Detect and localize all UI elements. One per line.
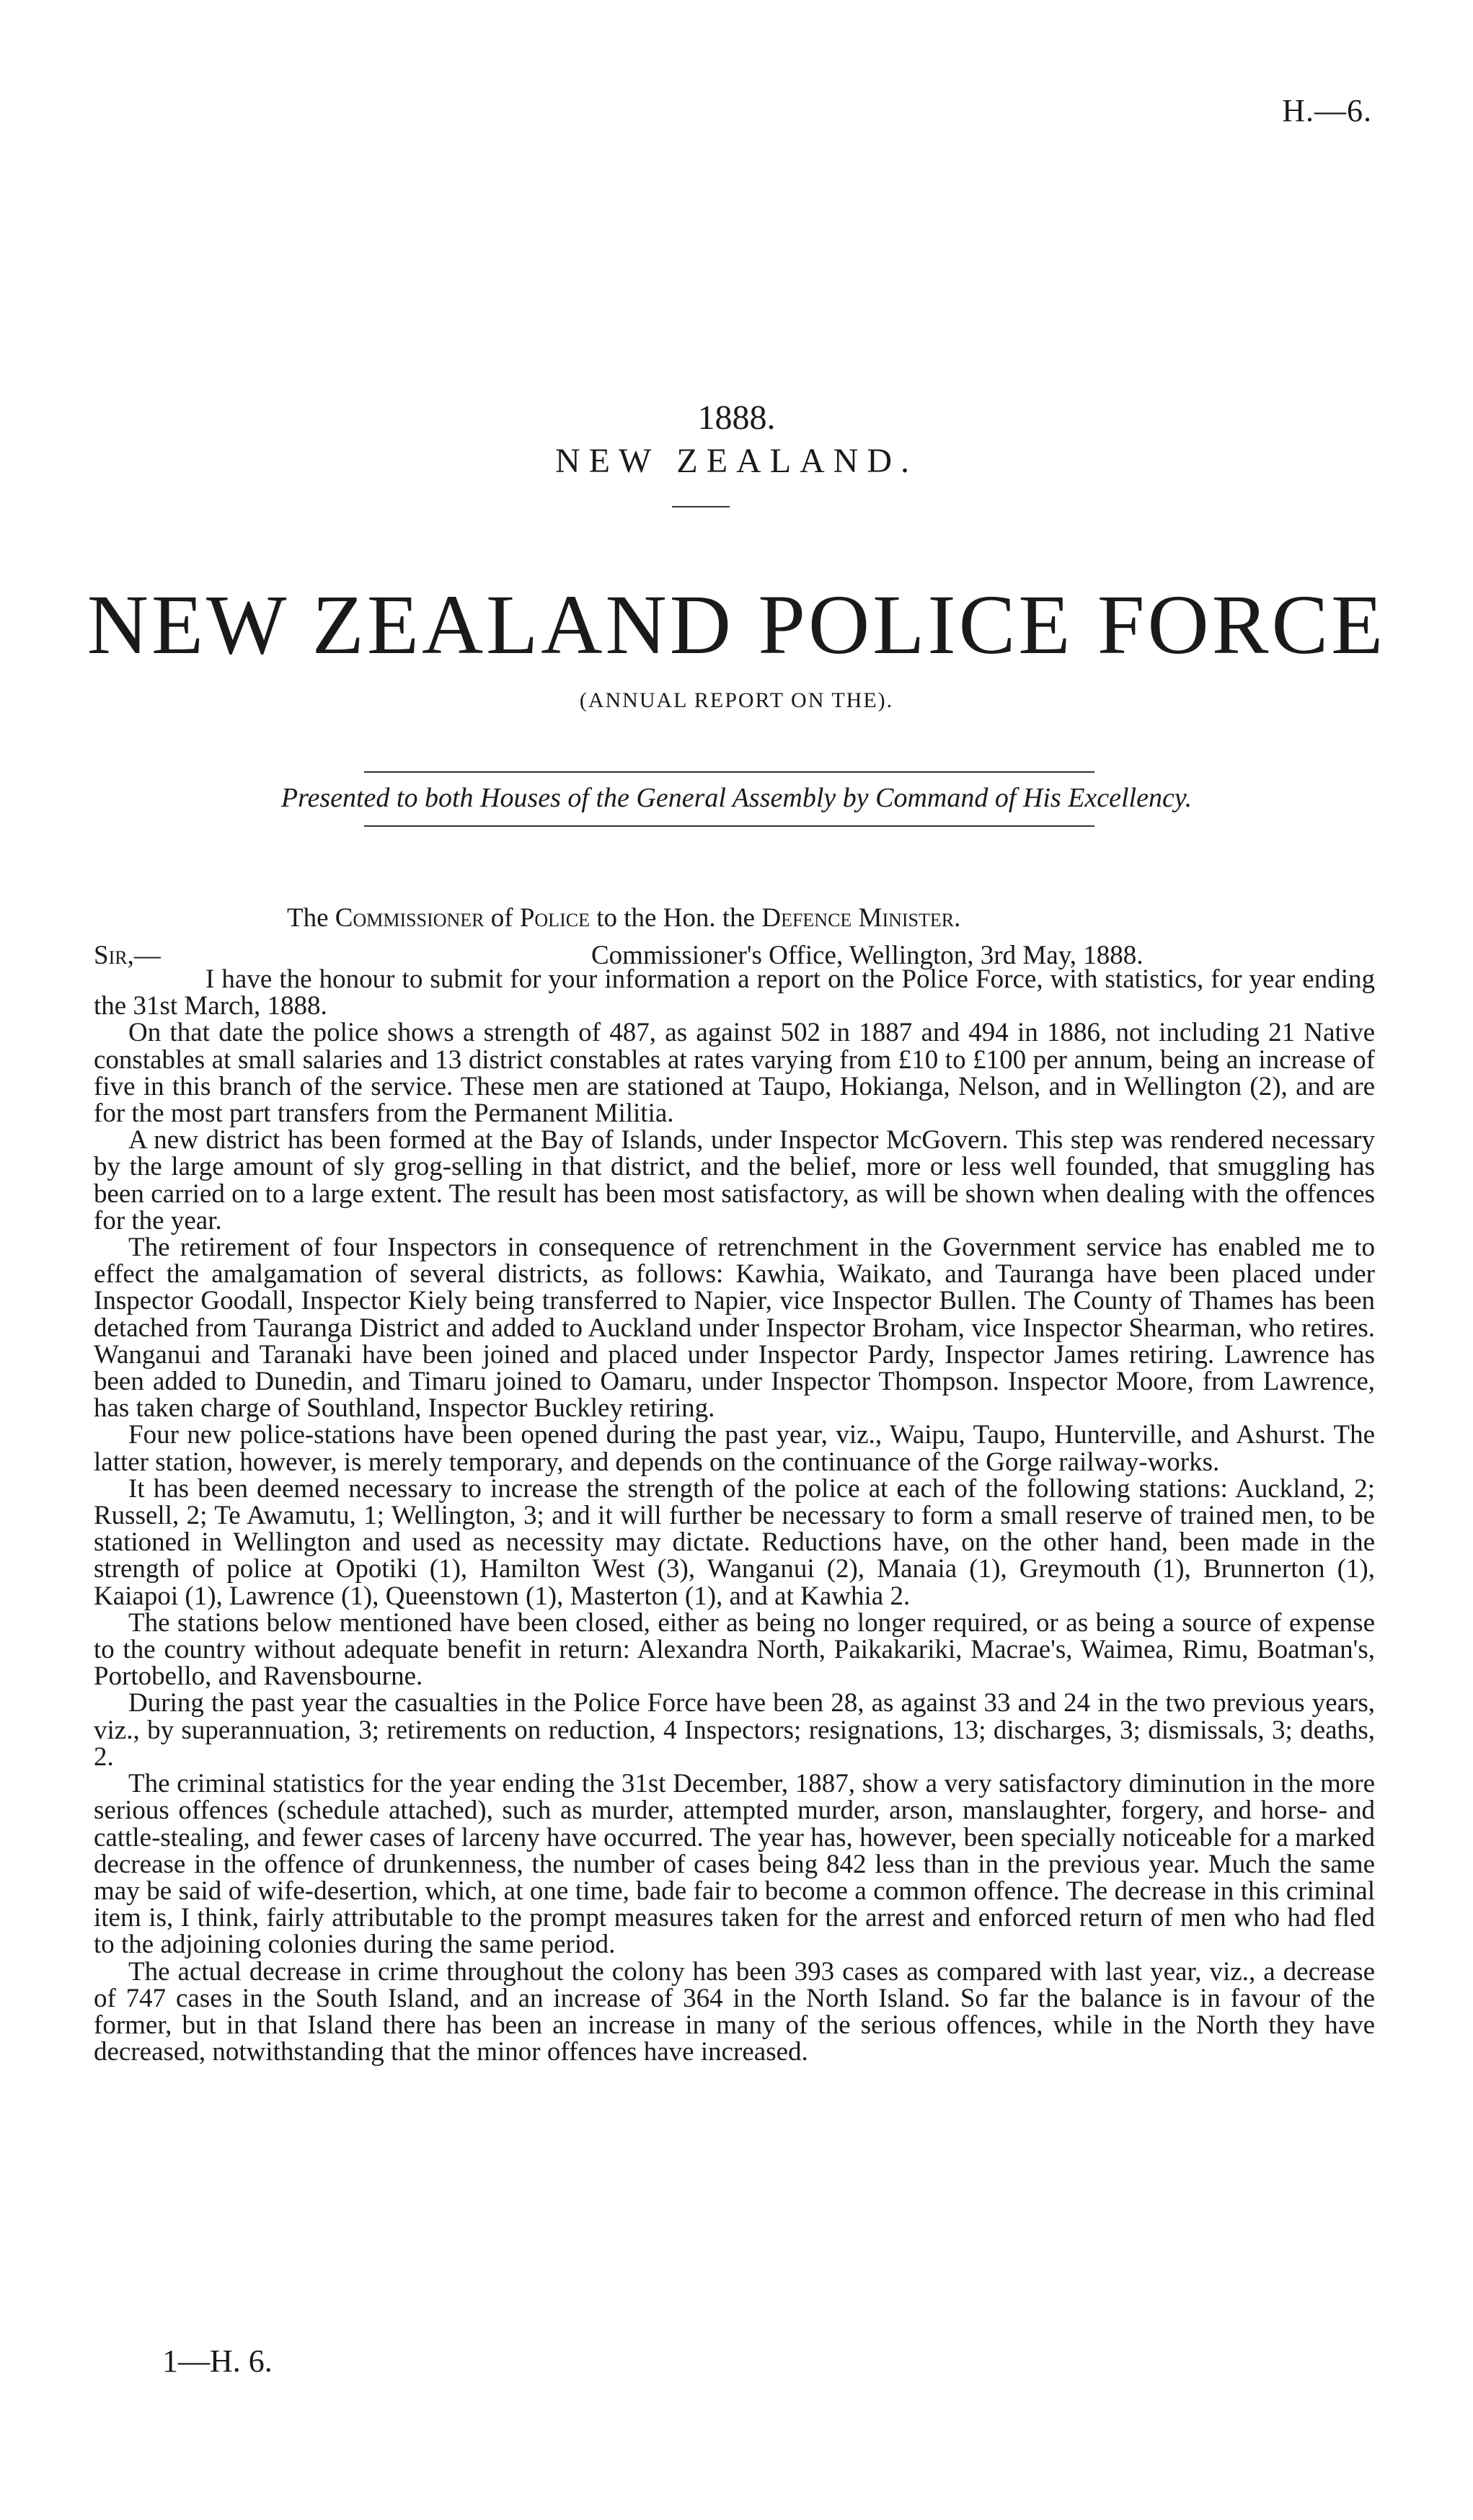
paragraph: During the past year the casualties in the Police Force have been 28, as against 33 and 24 in the two previous years, viz., by superannuation, 3; retirements on reduction, 4 Inspectors; resignations, 13; discharges, 3; dismissals, 3; deaths, 2. [94,1688,1375,1772]
bottom-divider [364,825,1094,827]
paragraph: A new district has been formed at the Bay of Islands, under Inspector McGovern. This step was rendered necessary by the large amount of sly grog-selling in that district, and the belief, more or less well founded, that smuggling has been carried on to a large extent. The result has been most satisfactory, as will be shown when dealing with the offences for the year. [94,1125,1375,1235]
signature-mark: 1—H. 6. [162,2343,273,2379]
report-year: 1888. [697,399,776,437]
paragraph: Four new police-stations have been opened during the past year, viz., Waipu, Taupo, Hunterville, and Ashurst. The latter station, however, is merely temporary, and depends on the continuance of the Gorge railway-works. [94,1420,1375,1477]
top-divider [364,771,1094,773]
salutation: Sir,— [94,941,161,970]
presented-line: Presented to both Houses of the General Assembly by Command of His Excellency. [280,783,1193,813]
paragraph: The retirement of four Inspectors in consequence of retrenchment in the Government service has enabled me to effect the amalgamation of several districts, as follows: Kawhia, Waikato, and Tauranga have been placed under Inspector Goodall, Inspector Kiely being transferred to Napier, vice Inspector Bullen. The County of Thames has been detached from Tauranga District and added to Auckland under Inspector Broham, vice Inspector Shearman, who retires. Wanganui and Taranaki have been joined and placed under Inspector Pardy, Inspector James retiring. Lawrence has been added to Dunedin, and Timaru joined to Oamaru, under Inspector Thompson. Inspector Moore, from Lawrence, has taken charge of Southland, Inspector Buckley retiring. [94,1233,1375,1424]
paragraph: It has been deemed necessary to increase the strength of the police at each of the following stations: Auckland, 2; Russell, 2; Te Awamutu, 1; Wellington, 3; and it will further be necessary to form a small reserve of trained men, to be stationed in Wellington and used as necessity may dictate. Reductions have, on the other hand, been made in the strength of police at Opotiki (1), Hamilton West (3), Wanganui (2), Manaia (1), Greymouth (1), Brunnerton (1), Kaiapoi (1), Lawrence (1), Queenstown (1), Masterton (1), and at Kawhia 2. [94,1473,1375,1611]
address-part: to the Hon. the [589,903,762,933]
address-part: Police [519,903,590,933]
paragraph: On that date the police shows a strength of 487, as against 502 in 1887 and 494 in 1886, not including 21 Native constables at small salaries and 13 district constables at rates varying from £10 to £100 per annum, being an increase of five in this branch of the service. These men are stationed at Taupo, Hokianga, Nelson, and in Wellington (2), and are for the most part transfers from the Permanent Militia. [94,1018,1375,1129]
paragraph: The criminal statistics for the year ending the 31st December, 1887, show a very satisfactory diminution in the more serious offences (schedule attached), such as murder, attempted murder, arson, manslaughter, forgery, and horse- and cattle-stealing, and fewer cases of larceny have occurred. The year has, however, been specially noticeable for a marked decrease in the offence of drunkenness, the number of cases being 842 less than in the previous year. Much the same may be said of wife-desertion, which, at one time, bade fair to become a common offence. The decrease in this criminal item is, I think, fairly attributable to the prompt measures taken for the arrest and enforced return of men who had fled to the adjoining colonies during the same period. [94,1769,1375,1960]
subtitle: (ANNUAL REPORT ON THE). [579,688,894,712]
main-title: NEW ZEALAND POLICE FORCE [87,577,1386,672]
address-part: Defence Minister [761,903,955,933]
document-reference: H.—6. [1282,93,1372,128]
letter-address [287,902,960,933]
country-heading: NEW ZEALAND. [554,442,919,480]
address-part: . [954,903,961,933]
address-part: The [287,903,335,933]
dateline: Commissioner's Office, Wellington, 3rd May, 1888. [591,941,1144,970]
address-part: of [484,903,520,933]
paragraph: The actual decrease in crime throughout the colony has been 393 cases as compared with last year, viz., a decrease of 747 cases in the South Island, and an increase of 364 in the North Island. So far the balance is in favour of the former, but in that Island there has been an increase in many of the serious offences, while in the North they have decreased, notwithstanding that the minor offences have increased. [94,1956,1375,2067]
letter-body [94,966,1375,2065]
paragraph: The stations below mentioned have been closed, either as being no longer required, or as being a source of expense to the country without adequate benefit in return: Alexandra North, Paikakariki, Macrae's, Waimea, Rimu, Boatman's, Portobello, and Ravensbourne. [94,1607,1375,1692]
address-part: Commissioner [335,903,485,933]
paragraph: I have the honour to submit for your information a report on the Police Force, with statistics, for year ending the 31st March, 1888. [94,964,1375,1021]
short-divider [672,506,730,507]
